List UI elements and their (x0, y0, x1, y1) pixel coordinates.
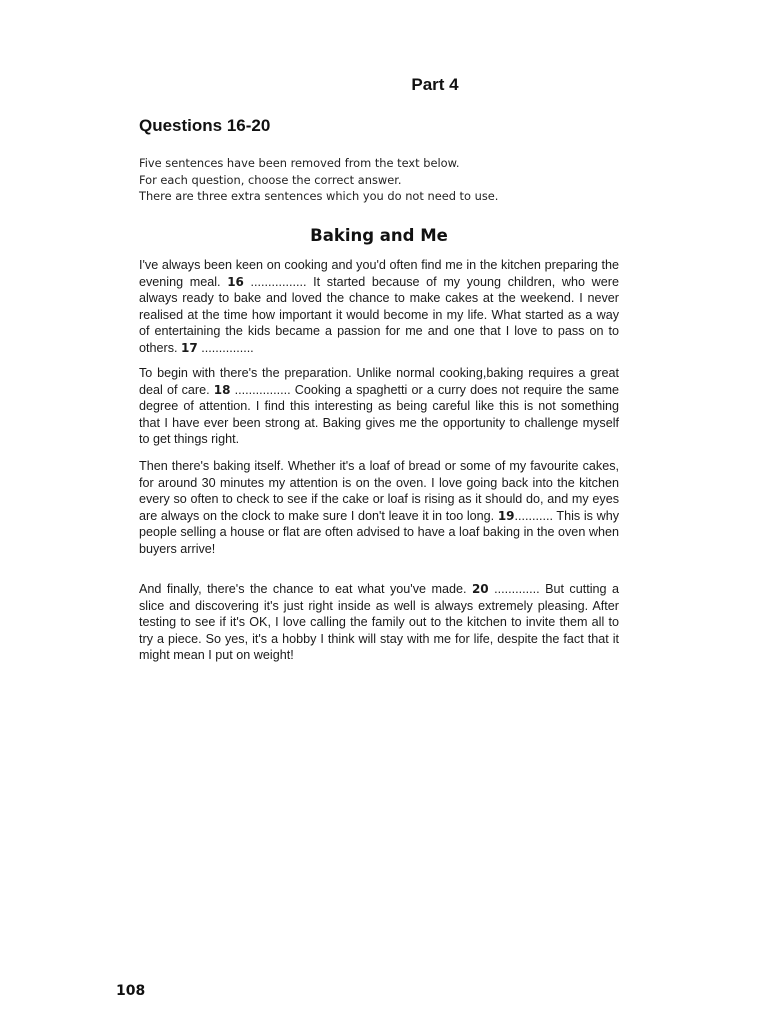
question-number: 16 (227, 274, 244, 289)
paragraph-text: ........... This is why people selling a house or flat are often advised to have a loaf baking in the oven when buyers arrive! (139, 508, 619, 556)
article-paragraph (139, 257, 619, 357)
paragraph-text: ................ It started because of my young children, who were always ready to bake and loved the chance to make cakes at the weekend. I never realised at the time how important it would become in my life. What started as a way of entertaining the kids became a passion for me and one that I love to pass on to others. (139, 274, 619, 355)
article-paragraph (139, 581, 619, 664)
instruction-line: For each question, choose the correct answer. (139, 172, 402, 187)
paragraph-text: ............. But cutting a slice and discovering it's just right inside as well is always extremely pleasing. After testing to see if it's OK, I love calling the family out to the kitchen to invite them all to try a piece. So yes, it's a hobby I think will stay with me for life, despite the fact that it might mean I put on weight! (139, 582, 620, 663)
instruction-line: Five sentences have been removed from the text below. (139, 156, 460, 170)
paragraph-text: To begin with there's the preparation. Unlike normal cooking,baking requires a great deal of care. (139, 366, 619, 397)
questions-title: Questions 16-20 (139, 116, 271, 135)
paragraph-text: Then there's baking itself. Whether it's a loaf of bread or some of my favourite cakes, for around 30 minutes my attention is on the oven. I love going back into the kitchen every so often to check to see if the cake or loaf is rising as it should do, and my eyes are always on the clock to make sure I don't leave it in too long. (139, 459, 619, 523)
part-title: Part 4 (411, 75, 459, 94)
article-paragraph (139, 365, 619, 448)
paragraph-text: And finally, there's the chance to eat what you've made. (139, 582, 472, 596)
question-number: 18 (213, 382, 231, 397)
paragraph-text: ................ Cooking a spaghetti or a curry does not require the same degree of attention. I find this interesting as being careful like this is not something that I have ever been strong at. Baking gives me the opportunity to challenge myself to get things right. (139, 382, 619, 447)
paragraph-text: I've always been keen on cooking and you'd often find me in the kitchen preparing the evening meal. (139, 258, 619, 289)
article-paragraph (139, 458, 619, 558)
paragraph-text: ............... (197, 340, 254, 355)
question-number: 17 (181, 340, 198, 355)
question-number: 20 (471, 582, 489, 596)
instruction-line: There are three extra sentences which you do not need to use. (139, 189, 499, 203)
page-number: 108 (116, 983, 146, 999)
instructions (139, 155, 619, 205)
article-title: Baking and Me (310, 226, 448, 245)
question-number: 19 (497, 508, 515, 523)
